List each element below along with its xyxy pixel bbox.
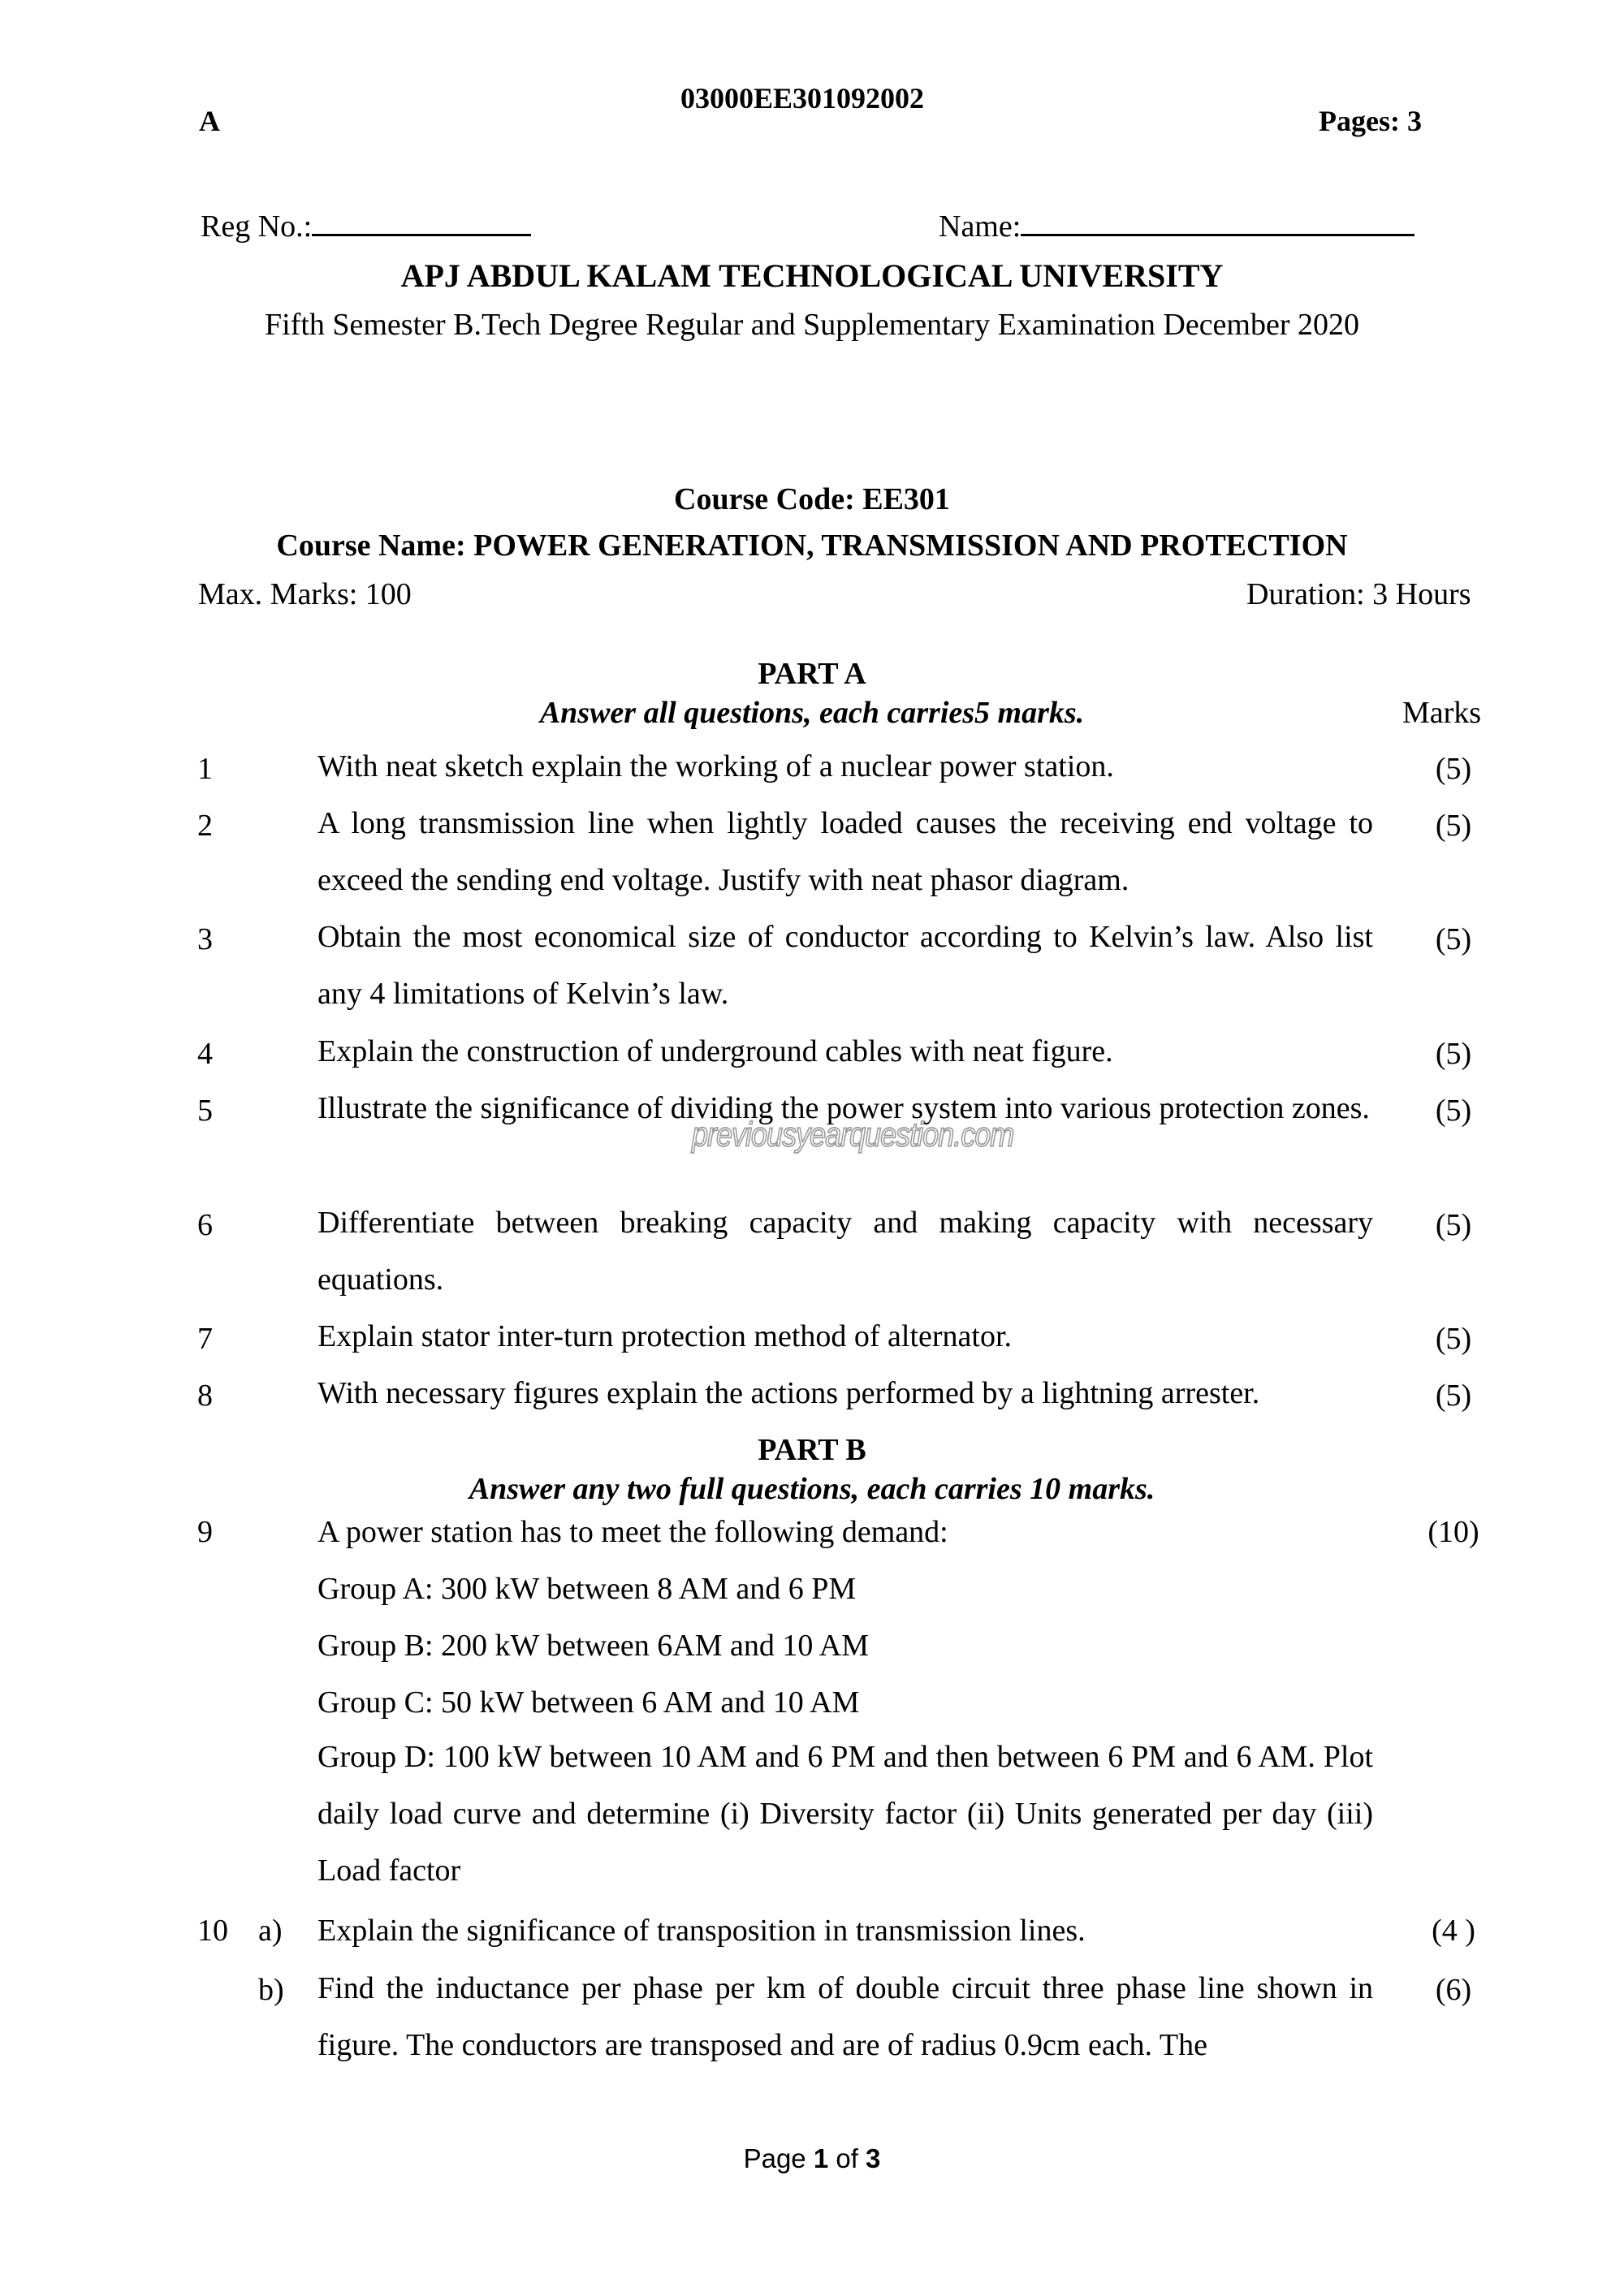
page-number: 1	[813, 2143, 829, 2173]
part-a-instruction: Answer all questions, each carries5 marks.	[539, 696, 1085, 730]
part-b-instruction: Answer any two full questions, each carries 10 marks.	[469, 1472, 1155, 1506]
exam-title: Fifth Semester B.Tech Degree Regular and Supplementary Examination December 2020	[264, 308, 1360, 342]
name-label: Name:	[939, 209, 1021, 244]
question-text: Find the inductance per phase per km of double circuit three phase line shown in figure. The conductors are transposed and are of radius 0.9cm each. The	[317, 1971, 1373, 2062]
question-text: Explain stator inter-turn protection method of alternator.	[317, 1319, 1013, 1353]
question-number: 10	[197, 1914, 228, 1948]
subquestion-label: a)	[258, 1914, 283, 1948]
question-marks: (5)	[1435, 1037, 1472, 1071]
question-marks: (10)	[1427, 1515, 1479, 1549]
question-marks: (5)	[1435, 922, 1472, 956]
question-text: Explain the construction of underground cables with neat figure.	[317, 1034, 1113, 1068]
demand-group: Group A: 300 kW between 8 AM and 6 PM	[317, 1572, 857, 1606]
question-text: Illustrate the significance of dividing the power system into various protection zones.	[317, 1091, 1370, 1125]
reg-no-label: Reg No.:	[201, 209, 313, 244]
university-title: APJ ABDUL KALAM TECHNOLOGICAL UNIVERSITY	[400, 257, 1224, 294]
part-a-title: PART A	[758, 657, 866, 691]
question-marks: (4 )	[1432, 1914, 1475, 1948]
question-text: Differentiate between breaking capacity and making capacity with necessary equations.	[317, 1206, 1373, 1297]
demand-group: Group D: 100 kW between 10 AM and 6 PM and then between 6 PM and 6 AM. Plot daily load curve and determine (i) Diversity factor (ii) Units generated per day (iii) Load factor	[317, 1740, 1373, 1888]
name-blank	[1021, 208, 1415, 236]
reg-no-field	[201, 208, 531, 244]
question-marks: (5)	[1435, 1094, 1472, 1128]
reg-no-blank	[312, 208, 531, 236]
question-text: With necessary figures explain the actions performed by a lightning arrester.	[317, 1376, 1260, 1410]
question-number: 7	[197, 1322, 213, 1356]
marks-header: Marks	[1402, 696, 1482, 730]
page-prefix: Page	[743, 2143, 814, 2173]
question-marks: (5)	[1435, 752, 1472, 786]
question-text: A power station has to meet the following demand:	[317, 1515, 948, 1549]
question-text: Explain the significance of transposition in transmission lines.	[317, 1914, 1086, 1948]
question-marks: (5)	[1435, 1208, 1472, 1242]
question-marks: (5)	[1435, 1322, 1472, 1356]
page-total: 3	[866, 2143, 881, 2173]
question-number: 8	[197, 1379, 213, 1413]
course-code: Course Code: EE301	[674, 482, 950, 516]
question-marks: (6)	[1435, 1973, 1472, 2007]
part-b-title: PART B	[758, 1433, 866, 1467]
question-number: 5	[197, 1094, 213, 1128]
pages-count: Pages: 3	[1319, 105, 1422, 137]
question-number: 1	[197, 752, 213, 786]
question-number: 9	[197, 1515, 213, 1549]
question-number: 2	[197, 809, 213, 843]
question-number: 3	[197, 922, 213, 956]
demand-group: Group C: 50 kW between 6 AM and 10 AM	[317, 1685, 860, 1720]
paper-code: 03000EE301092002	[680, 82, 925, 114]
demand-group: Group B: 200 kW between 6AM and 10 AM	[317, 1629, 870, 1663]
name-field	[939, 208, 1415, 244]
question-text: Obtain the most economical size of conductor according to Kelvin’s law. Also list any 4 limitations of Kelvin’s law.	[317, 920, 1373, 1011]
question-marks: (5)	[1435, 809, 1472, 843]
question-number: 6	[197, 1208, 213, 1242]
question-text: A long transmission line when lightly loaded causes the receiving end voltage to exceed the sending end voltage. Justify with neat phasor diagram.	[317, 806, 1373, 897]
page-of: of	[828, 2143, 866, 2173]
question-text: With neat sketch explain the working of a nuclear power station.	[317, 749, 1114, 783]
watermark-logo: previousyearquestion.com	[692, 1115, 1014, 1154]
max-marks: Max. Marks: 100	[198, 577, 412, 611]
question-number: 4	[197, 1037, 213, 1071]
duration: Duration: 3 Hours	[1246, 577, 1471, 611]
subquestion-label: b)	[258, 1973, 284, 2007]
course-name: Course Name: POWER GENERATION, TRANSMISSION AND PROTECTION	[276, 529, 1348, 563]
page-footer	[0, 2143, 1624, 2174]
question-set: A	[199, 105, 220, 137]
question-marks: (5)	[1435, 1379, 1472, 1413]
